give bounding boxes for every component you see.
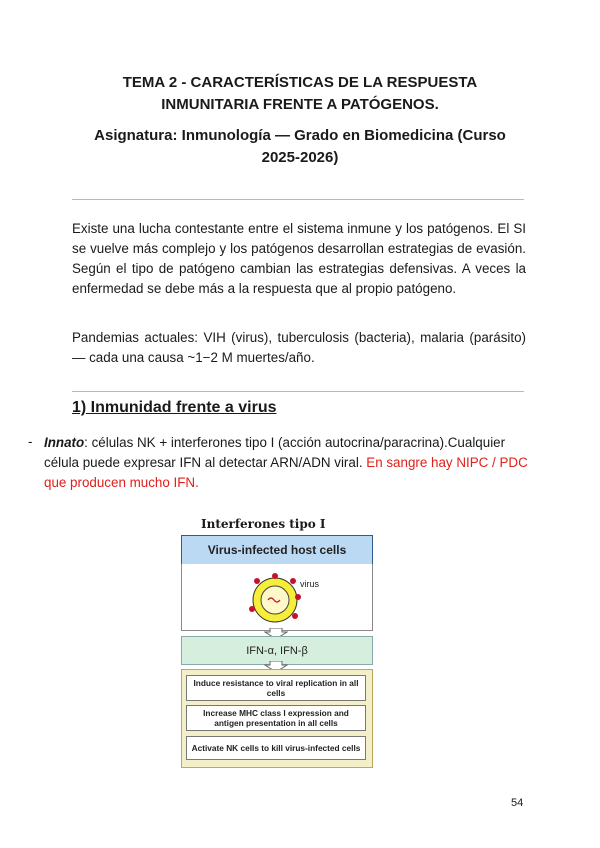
pandemics-paragraph: Pandemias actuales: VIH (virus), tuberculosis (bacteria), malaria (parásito) — cada una causa ~1−2 M muertes/año.	[72, 330, 526, 365]
subject-line-1: Asignatura: Inmunología — Grado en Biomedicina (Curso	[94, 127, 506, 144]
title-line-1: TEMA 2 - CARACTERÍSTICAS DE LA RESPUESTA	[122, 74, 478, 91]
effect-mhc: Increase MHC class I expression and antigen presentation in all cells	[186, 705, 366, 731]
infected-cells-box: Virus-infected host cells	[181, 535, 373, 565]
page-number: 54	[511, 797, 524, 809]
page-title	[0, 72, 600, 116]
effect-resistance: Induce resistance to viral replication in all cells	[186, 675, 366, 701]
virion-dot	[249, 606, 255, 612]
subject-line-2: 2025-2026)	[261, 149, 339, 166]
divider	[72, 199, 524, 200]
title-line-2: INMUNITARIA FRENTE A PATÓGENOS.	[161, 96, 439, 113]
divider	[72, 391, 524, 392]
bullet-dash: -	[28, 434, 33, 449]
bullet-text: : células NK + interferones tipo I (acción autocrina/paracrina).Cualquier célula puede expresar IFN al detectar ARN/ADN viral.	[44, 435, 506, 470]
infected-cell-area	[181, 564, 373, 631]
ifn-box: IFN-α, IFN-β	[181, 636, 373, 665]
ifn-effects-box	[181, 669, 373, 768]
virion-dot	[272, 573, 278, 579]
subject-title	[0, 125, 600, 169]
virion-dot	[254, 578, 260, 584]
bullet-innato	[44, 433, 528, 493]
bullet-label: Innato	[44, 435, 85, 450]
virion-dot	[290, 578, 296, 584]
bullet-highlight: En sangre hay NIPC / PDC que producen mucho IFN.	[44, 455, 528, 490]
nucleus-icon	[261, 586, 289, 614]
virion-dot	[292, 613, 298, 619]
section-heading: 1) Inmunidad frente a virus	[72, 399, 277, 416]
intro-paragraph: Existe una lucha contestante entre el sistema inmune y los patógenos. El SI se vuelve más complejo y los patógenos desarrollan estrategias de evasión. Según el tipo de patógeno cambian las estrategias defensivas. A veces la enfermedad se debe más a la respuesta que al propio patógeno.	[72, 221, 526, 296]
effect-nk: Activate NK cells to kill virus-infected cells	[186, 736, 366, 760]
infected-cell-illustration	[182, 564, 372, 630]
virion-dot	[295, 594, 301, 600]
virus-label: virus	[300, 579, 320, 589]
figure-title: Interferones tipo I	[201, 517, 326, 531]
